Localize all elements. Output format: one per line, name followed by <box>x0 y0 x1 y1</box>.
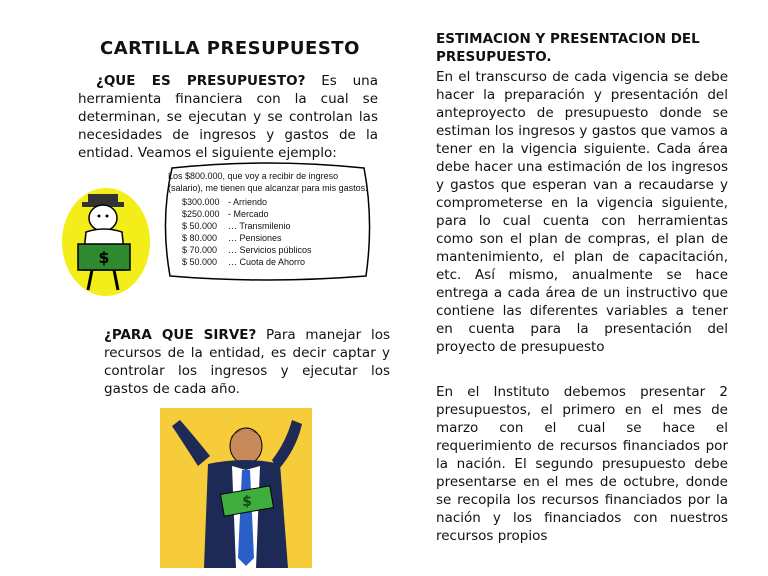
intro-paragraph <box>78 72 378 162</box>
bubble-lead-text: Los $800.000, que voy a recibir de ingreso (salario), me tienen que alcanzar para mis gastos: <box>168 171 368 193</box>
purpose-heading: ¿PARA QUE SIRVE? <box>104 327 257 343</box>
estimation-paragraph-2: En el Instituto debemos presentar 2 presupuestos, el primero en el mes de marzo con el cual se hace el requerimiento de recursos financiados por la nación. El segundo presupuesto debe presentarse en el mes de octubre, donde se recopila los recursos financiados por la nación y los financiados con nuestros recursos propios <box>436 384 728 544</box>
expense-item: $250.000 - Mercado <box>182 209 269 219</box>
expense-item: $ 70.000 … Servicios públicos <box>182 245 312 255</box>
money-sign: $ <box>242 494 252 510</box>
intro-heading: ¿QUE ES PRESUPUESTO? <box>96 73 306 89</box>
estimation-paragraph-1: En el transcurso de cada vigencia se debe hacer la preparación y presentación del anteproyecto de presupuesto donde se estiman los ingresos y gastos que vamos a tener en la vigencia siguiente. Cada área debe hacer una estimación de los ingresos y gastos que esperan van a recaudarse y comprometerse en la vigencia siguiente, para lo cual cuenta con herramientas como son el plan de compras, el plan de mantenimiento, el plan de capacitación, etc. Así mismo, anualmente se hace entrega a cada área de un instructivo que contiene las diferentes variables a tener en cuenta para la presentación del proyecto de presupuesto <box>436 69 728 355</box>
expense-list <box>182 196 368 268</box>
purpose-paragraph <box>104 326 390 398</box>
purpose-text: Para manejar los recursos de la entidad, es decir captar y controlar los ingresos y ejecutar los gastos de cada año. <box>104 327 390 397</box>
man-holding-money-clipart <box>56 180 156 298</box>
section-title: ESTIMACION Y PRESENTACION DEL PRESUPUESTO. <box>436 31 700 65</box>
expense-item: $ 80.000 … Pensiones <box>182 233 282 243</box>
money-sign: $ <box>98 248 110 267</box>
page-title: CARTILLA PRESUPUESTO <box>100 38 360 59</box>
man-celebrating-clipart <box>160 408 312 568</box>
intro-text: Es una herramienta financiera con la cual se determinan, se ejecutan y se controlan las necesidades de ingresos y gastos de la entidad. Veamos el siguiente ejemplo: <box>78 73 378 161</box>
expense-item: $ 50.000 … Cuota de Ahorro <box>182 257 306 267</box>
example-thought-bubble <box>158 160 376 284</box>
expense-item: $ 50.000 … Transmilenio <box>182 221 291 231</box>
expense-item: $300.000 - Arriendo <box>182 197 268 207</box>
